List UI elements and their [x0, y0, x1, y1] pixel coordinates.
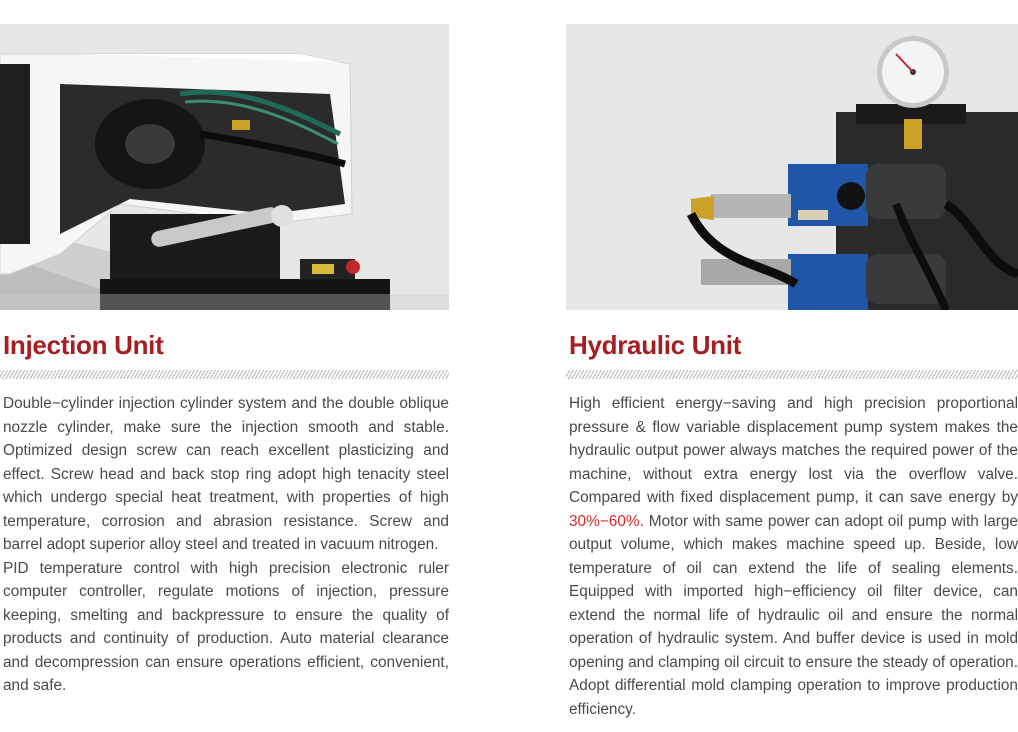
injection-paragraph-2: PID temperature control with high precision electronic ruler computer controller, regulate motions of injection, pressure keeping, smelting and backpressure to ensure the quality of products and continuity of production. Auto material clearance and decompression can ensure operations efficient, convenient, and safe.: [3, 559, 449, 694]
hydraulic-unit-description: [569, 392, 1018, 721]
injection-unit-photo: [0, 24, 449, 310]
heading-divider: [566, 370, 1018, 379]
hydraulic-paragraph: [569, 392, 1018, 721]
injection-section: [0, 0, 449, 694]
heading-divider: [0, 370, 449, 379]
injection-unit-heading: Injection Unit: [3, 330, 164, 360]
hydraulic-text-before: High efficient energy−saving and high precision proportional pressure & flow variable displacement pump system makes the hydraulic output power always matches the required power of the machine, without extra energy lost via the overflow valve. Compared with fixed displacement pump, it can save energy by: [569, 395, 1018, 506]
hydraulic-section: [566, 0, 1018, 718]
injection-unit-description: [3, 392, 449, 698]
injection-paragraph-1: Double−cylinder injection cylinder system and the double oblique nozzle cylinder, make sure the injection smooth and stable. Optimized design screw can reach excellent plasticizing and effect. Screw head and back stop ring adopt high tenacity steel which undergo special heat treatment, with properties of high temperature, corrosion and abrasion resistance. Screw and barrel adopt superior alloy steel and treated in vacuum nitrogen.: [3, 395, 449, 553]
energy-saving-highlight: 30%−60%: [569, 512, 640, 530]
hydraulic-unit-photo: [566, 24, 1018, 310]
hydraulic-text-after: . Motor with same power can adopt oil pump with large output volume, which makes machine speed up. Beside, low temperature of oil can extend the life of sealing elements. Equipped with imported high−efficiency oil filter device, can extend the normal life of hydraulic oil and ensure the normal operation of hydraulic system. And buffer device is used in mold opening and clamping oil circuit to ensure the steady of operation. Adopt differential mold clamping operation to improve production efficiency.: [569, 512, 1018, 718]
hydraulic-unit-heading: Hydraulic Unit: [569, 330, 742, 360]
